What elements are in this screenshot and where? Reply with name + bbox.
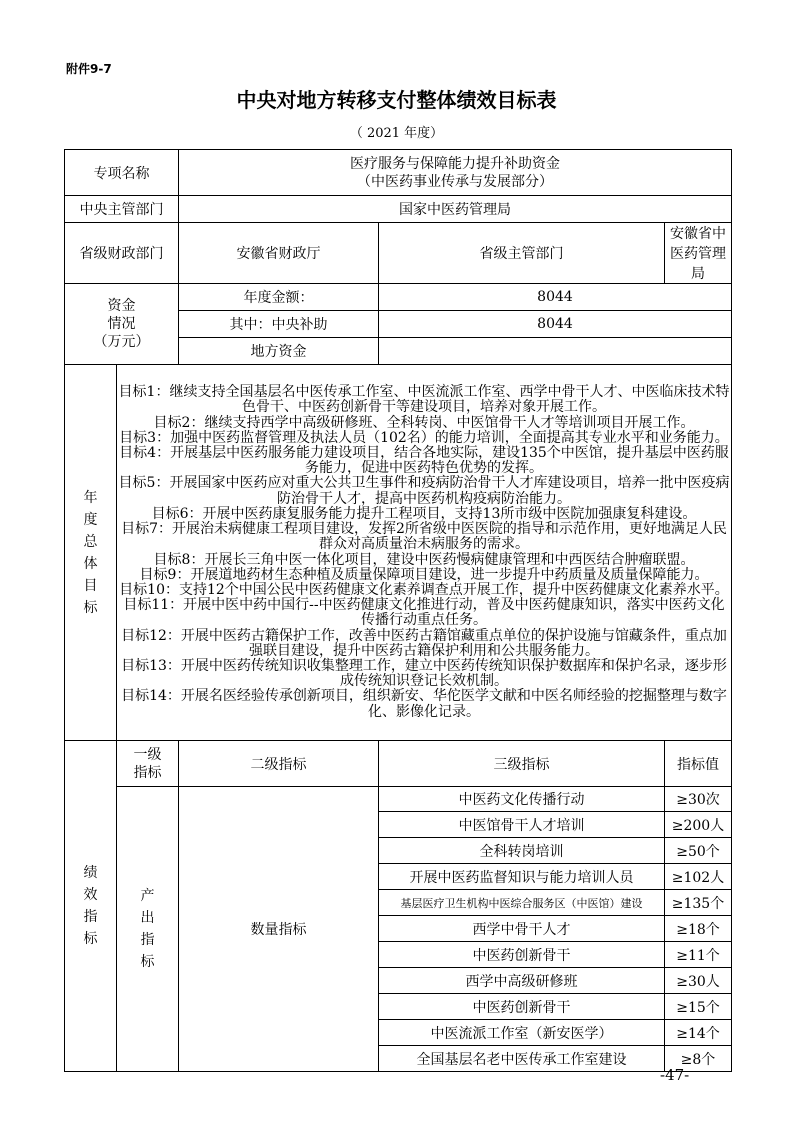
funds-annual-label: 年度金额： [179, 284, 379, 311]
goal-item: 目标3：加强中医药监督管理及执法人员（102名）的能力培训，全面提高其专业水平和业务能力。 [119, 429, 729, 446]
goal-item: 目标11：开展中医中药中国行--中医药健康文化推进行动，普及中医药健康知识，落实中医药文化传播行动重点任务。 [123, 597, 725, 629]
indicator-value: ≥8个 [665, 1046, 732, 1072]
value-header: 指标值 [665, 741, 732, 787]
indicator-value: ≥30人 [665, 968, 732, 994]
goals-label-char: 体 [83, 555, 98, 572]
indicator-value: ≥135个 [665, 890, 732, 916]
goals-label [65, 365, 117, 741]
provincial-dept-label: 省级主管部门 [379, 223, 665, 284]
goals-label-char: 总 [83, 533, 98, 550]
project-label: 专项名称 [65, 150, 179, 196]
indicator-name: 中医药创新骨干 [379, 994, 665, 1020]
year-label: （ 2021 年度） [349, 126, 444, 141]
level1-header-line1: 一级 [133, 746, 162, 763]
goal-item: 目标4：开展基层中医药服务能力建设项目，结合各地实际，建设135个中医馆，提升基层中医药服务能力，促进中医药特色优势的发挥。 [119, 445, 729, 477]
performance-target-table [64, 149, 732, 1072]
goals-label-char: 年 [83, 489, 98, 506]
goals-label-char: 目 [83, 577, 98, 594]
funds-local-label: 地方资金 [179, 338, 379, 365]
table-row [65, 787, 732, 812]
goal-item: 目标1：继续支持全国基层名中医传承工作室、中医流派工作室、西学中骨干人才、中医临床技术特色骨干、中医药创新骨干等建设项目，培养对象开展工作。 [118, 384, 730, 416]
indicator-name: 中医馆骨干人才培训 [379, 812, 665, 838]
goal-item: 目标13：开展中医药传统知识收集整理工作，建立中医药传统知识保护数据库和保护名录，逐步形成传统知识登记长效机制。 [121, 657, 727, 690]
goal-item: 目标12：开展中医药古籍保护工作，改善中医药古籍馆藏重点单位的保护设施与馆藏条件，重点加强联目建设，提升中医药古籍保护利用和公共服务能力。 [121, 627, 727, 659]
level3-header: 三级指标 [379, 741, 665, 787]
quantity-indicator-label: 数量指标 [179, 787, 379, 1072]
output-label-char: 出 [140, 910, 155, 926]
indicator-value: ≥14个 [665, 1020, 732, 1046]
performance-label-char: 效 [83, 887, 98, 903]
goal-item: 目标10：支持12个中国公民中医药健康文化素养调查点开展工作，提升中医药健康文化素养水平。 [119, 581, 729, 598]
indicator-name: 全科转岗培训 [379, 838, 665, 864]
funds-annual-value: 8044 [379, 284, 732, 311]
indicator-value: ≥11个 [665, 942, 732, 968]
indicator-name: 全国基层名老中医传承工作室建设 [379, 1046, 665, 1072]
performance-label [65, 741, 117, 1072]
goal-item: 目标6：开展中医药康复服务能力提升工程项目，支持13所市级中医院加强康复科建设。 [151, 505, 697, 522]
funds-label-line2: 情况 [107, 316, 136, 332]
indicator-value: ≥200人 [665, 812, 732, 838]
central-dept-row [65, 196, 732, 223]
goal-item: 目标14：开展名医经验传承创新项目，组织新安、华佗医学文献和中医名师经验的挖掘整理与数字化、影像化记录。 [121, 688, 727, 720]
indicator-value: ≥15个 [665, 994, 732, 1020]
central-dept-label: 中央主管部门 [65, 196, 179, 223]
central-dept-value: 国家中医药管理局 [179, 196, 732, 223]
project-name-line1: 医疗服务与保障能力提升补助资金 [350, 155, 560, 172]
page-number: -47- [660, 1066, 690, 1084]
funds-label-line3: （万元） [93, 334, 150, 350]
level2-header: 二级指标 [179, 741, 379, 787]
performance-label-char: 标 [83, 931, 98, 947]
indicator-value: ≥50个 [665, 838, 732, 864]
indicator-name: 西学中高级研修班 [379, 968, 665, 994]
level1-header [117, 741, 179, 787]
goal-item: 目标2：继续支持西学中高级研修班、全科转岗、中医馆骨干人才等培训项目开展工作。 [153, 414, 695, 431]
performance-header-row [65, 741, 732, 787]
provincial-row [65, 223, 732, 284]
indicator-name: 中医药创新骨干 [379, 942, 665, 968]
output-indicator-label [117, 787, 179, 1072]
provincial-dept-value: 安徽省中医药管理局 [665, 223, 732, 284]
output-label-char: 产 [140, 888, 155, 904]
indicator-value: ≥30次 [665, 787, 732, 812]
indicator-name: 西学中骨干人才 [379, 916, 665, 942]
project-name-line2: （中医药事业传承与发展部分） [357, 173, 553, 190]
funds-central-value: 8044 [379, 311, 732, 338]
funds-central-label: 其中：中央补助 [179, 311, 379, 338]
indicator-name: 开展中医药监督知识与能力培训人员 [379, 864, 665, 890]
level1-header-line2: 指标 [133, 764, 162, 781]
output-label-char: 指 [140, 932, 155, 948]
project-row [65, 150, 732, 196]
indicator-name: 中医流派工作室（新安医学） [379, 1020, 665, 1046]
performance-label-char: 指 [83, 909, 98, 925]
goals-row [65, 365, 732, 741]
goal-item: 目标5：开展国家中医药应对重大公共卫生事件和疫病防治骨干人才库建设项目，培养一批中医疫病防治骨干人才，提高中医药机构疫病防治能力。 [118, 475, 730, 507]
funds-label-line1: 资金 [107, 298, 136, 314]
indicator-value: ≥18个 [665, 916, 732, 942]
performance-label-char: 绩 [83, 865, 98, 881]
indicator-name: 基层医疗卫生机构中医综合服务区（中医馆）建设 [379, 890, 665, 916]
indicator-name: 中医药文化传播行动 [379, 787, 665, 812]
project-name [179, 150, 732, 196]
indicator-value: ≥102人 [665, 864, 732, 890]
goal-item: 目标8：开展长三角中医一体化项目，建设中医药慢病健康管理和中西医结合肿瘤联盟。 [153, 551, 695, 568]
goal-item: 目标9：开展道地药材生态种植及质量保障项目建设，进一步提升中药质量及质量保障能力。 [139, 566, 709, 583]
goals-content [117, 365, 732, 741]
attachment-label: 附件9-7 [66, 62, 112, 76]
funds-local-value [379, 338, 732, 365]
funds-label [65, 284, 179, 365]
provincial-finance-value: 安徽省财政厅 [179, 223, 379, 284]
page-title: 中央对地方转移支付整体绩效目标表 [236, 88, 557, 112]
output-label-char: 标 [140, 954, 155, 970]
goal-item: 目标7：开展治未病健康工程项目建设，发挥2所省级中医医院的指导和示范作用，更好地满足人民群众对高质量治未病服务的需求。 [121, 521, 727, 553]
goals-label-char: 度 [83, 511, 98, 528]
goals-label-char: 标 [83, 599, 98, 616]
funds-annual-row [65, 284, 732, 311]
provincial-finance-label: 省级财政部门 [65, 223, 179, 284]
